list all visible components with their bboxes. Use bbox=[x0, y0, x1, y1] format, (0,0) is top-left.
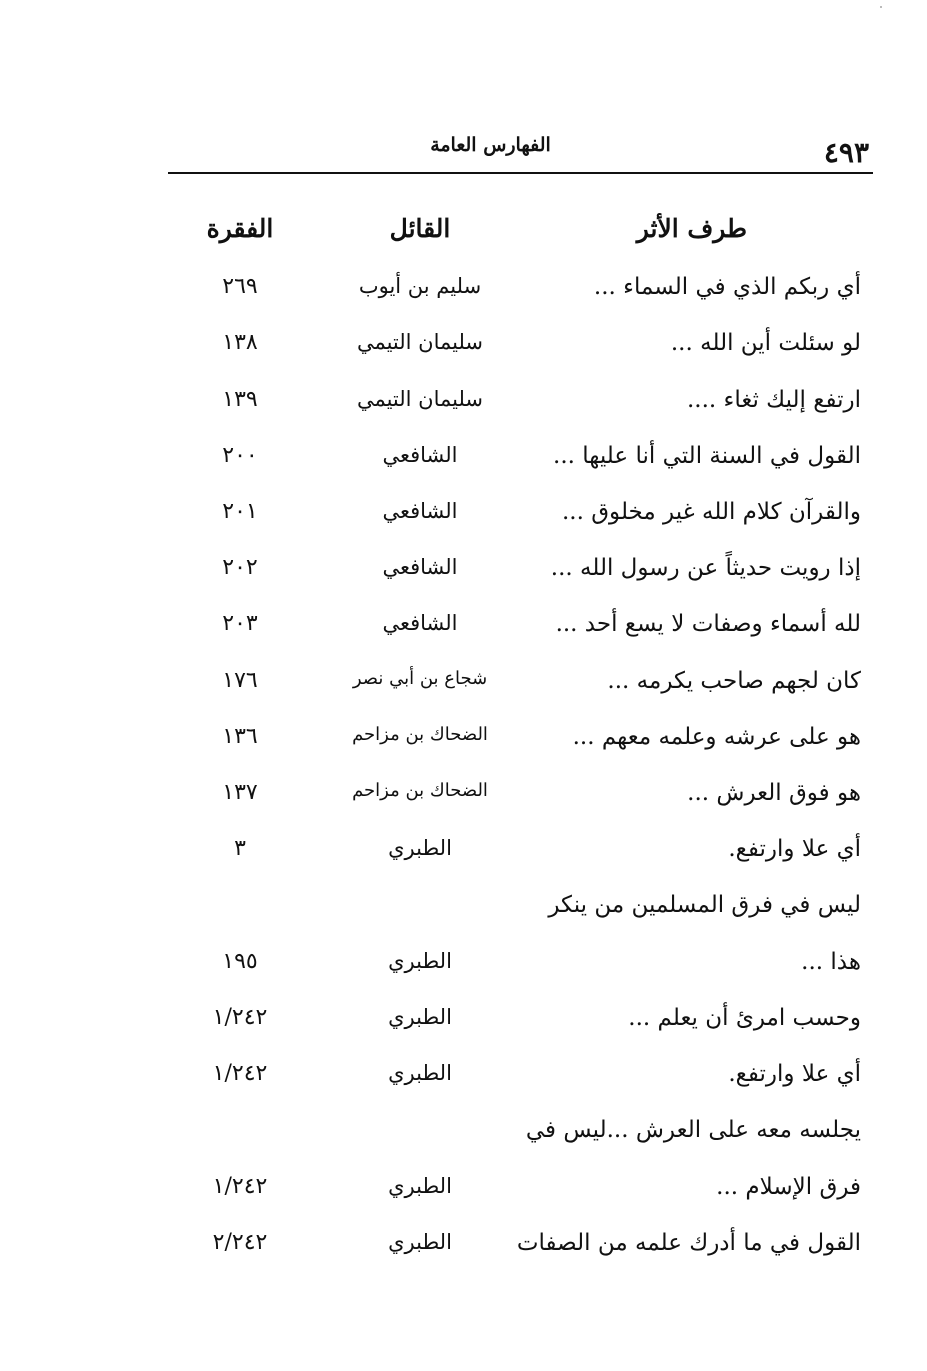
table-row bbox=[0, 668, 927, 712]
table-row bbox=[0, 1005, 927, 1049]
table-header bbox=[0, 214, 927, 258]
row-paragraph: ٢٠١ bbox=[222, 499, 258, 524]
table-row bbox=[0, 949, 927, 993]
row-paragraph: ٢٠٢ bbox=[222, 555, 258, 580]
row-speaker: الطبري bbox=[388, 1061, 452, 1085]
row-text: القول في السنة التي أنا عليها ... bbox=[553, 443, 861, 469]
row-paragraph: ٣ bbox=[234, 836, 246, 861]
row-paragraph: ١/٢٤٢ bbox=[212, 1005, 268, 1030]
row-paragraph: ١/٢٤٢ bbox=[212, 1061, 268, 1086]
row-text: لله أسماء وصفات لا يسع أحد ... bbox=[555, 611, 861, 637]
row-text: إذا رويت حديثاً عن رسول الله ... bbox=[550, 555, 861, 581]
row-text: والقرآن كلام الله غير مخلوق ... bbox=[561, 499, 861, 525]
row-text: وحسب امرئ أن يعلم ... bbox=[628, 1005, 861, 1031]
row-paragraph: ١٣٧ bbox=[222, 780, 258, 805]
row-speaker: الشافعي bbox=[382, 555, 458, 579]
header-paragraph: الفقرة bbox=[206, 214, 274, 243]
row-paragraph: ١٣٦ bbox=[222, 724, 258, 749]
row-paragraph: ٢/٢٤٢ bbox=[212, 1230, 268, 1255]
row-text: القول في ما أدرك علمه من الصفات bbox=[516, 1230, 861, 1256]
row-text: كان لجهم صاحب يكرمه ... bbox=[607, 668, 861, 694]
table-row bbox=[0, 892, 927, 936]
row-text: ارتفع إليك ثغاء .... bbox=[687, 387, 861, 413]
row-speaker: سليمان التيمي bbox=[356, 387, 484, 411]
row-paragraph: ١٣٨ bbox=[222, 330, 258, 355]
row-text: هو على عرشه وعلمه معهم ... bbox=[572, 724, 861, 750]
row-paragraph: ٢٠٣ bbox=[222, 611, 258, 636]
row-speaker: الضحاك بن مزاحم bbox=[352, 780, 488, 801]
table-row bbox=[0, 1117, 927, 1161]
row-text: ليس في فرق المسلمين من ينكر bbox=[548, 892, 861, 918]
row-text: هذا ... bbox=[801, 949, 861, 975]
table-row bbox=[0, 499, 927, 543]
running-head bbox=[168, 128, 873, 174]
row-text: فرق الإسلام ... bbox=[716, 1174, 861, 1200]
table-row bbox=[0, 1061, 927, 1105]
table-row bbox=[0, 555, 927, 599]
table-row bbox=[0, 780, 927, 824]
scan-speck bbox=[880, 6, 882, 8]
row-speaker: الشافعي bbox=[382, 443, 458, 467]
page-number: ٤٩٣ bbox=[823, 136, 869, 169]
table-row bbox=[0, 387, 927, 431]
table-row bbox=[0, 836, 927, 880]
row-speaker: الطبري bbox=[388, 1005, 452, 1029]
table-row bbox=[0, 724, 927, 768]
row-text: لو سئلت أين الله ... bbox=[670, 330, 861, 356]
table-row bbox=[0, 1174, 927, 1218]
row-speaker: سليم بن أيوب bbox=[358, 274, 482, 298]
row-text: أي علا وارتفع. bbox=[728, 1061, 861, 1087]
table-row bbox=[0, 274, 927, 318]
row-speaker: الطبري bbox=[388, 1230, 452, 1254]
running-head-title: الفهارس العامة bbox=[430, 134, 551, 156]
row-speaker: الطبري bbox=[388, 949, 452, 973]
table-row bbox=[0, 611, 927, 655]
row-speaker: الضحاك بن مزاحم bbox=[352, 724, 488, 745]
row-text: أي ربكم الذي في السماء ... bbox=[593, 274, 861, 300]
row-text: يجلسه معه على العرش ...ليس في bbox=[525, 1117, 861, 1143]
row-paragraph: ١٣٩ bbox=[222, 387, 258, 412]
row-paragraph: ١/٢٤٢ bbox=[212, 1174, 268, 1199]
table-row bbox=[0, 1230, 927, 1274]
row-speaker: شجاع بن أبي نصر bbox=[352, 668, 488, 689]
row-paragraph: ٢٦٩ bbox=[222, 274, 258, 299]
row-speaker: الشافعي bbox=[382, 611, 458, 635]
row-paragraph: ١٩٥ bbox=[222, 949, 258, 974]
row-paragraph: ٢٠٠ bbox=[222, 443, 258, 468]
row-text: هو فوق العرش ... bbox=[687, 780, 861, 806]
table-row bbox=[0, 330, 927, 374]
table-row bbox=[0, 443, 927, 487]
header-speaker: القائل bbox=[389, 214, 451, 243]
row-speaker: الطبري bbox=[388, 836, 452, 860]
row-text: أي علا وارتفع. bbox=[728, 836, 861, 862]
header-text: طرف الأثر bbox=[636, 214, 747, 243]
row-speaker: سليمان التيمي bbox=[356, 330, 484, 354]
row-paragraph: ١٧٦ bbox=[222, 668, 258, 693]
row-speaker: الشافعي bbox=[382, 499, 458, 523]
row-speaker: الطبري bbox=[388, 1174, 452, 1198]
